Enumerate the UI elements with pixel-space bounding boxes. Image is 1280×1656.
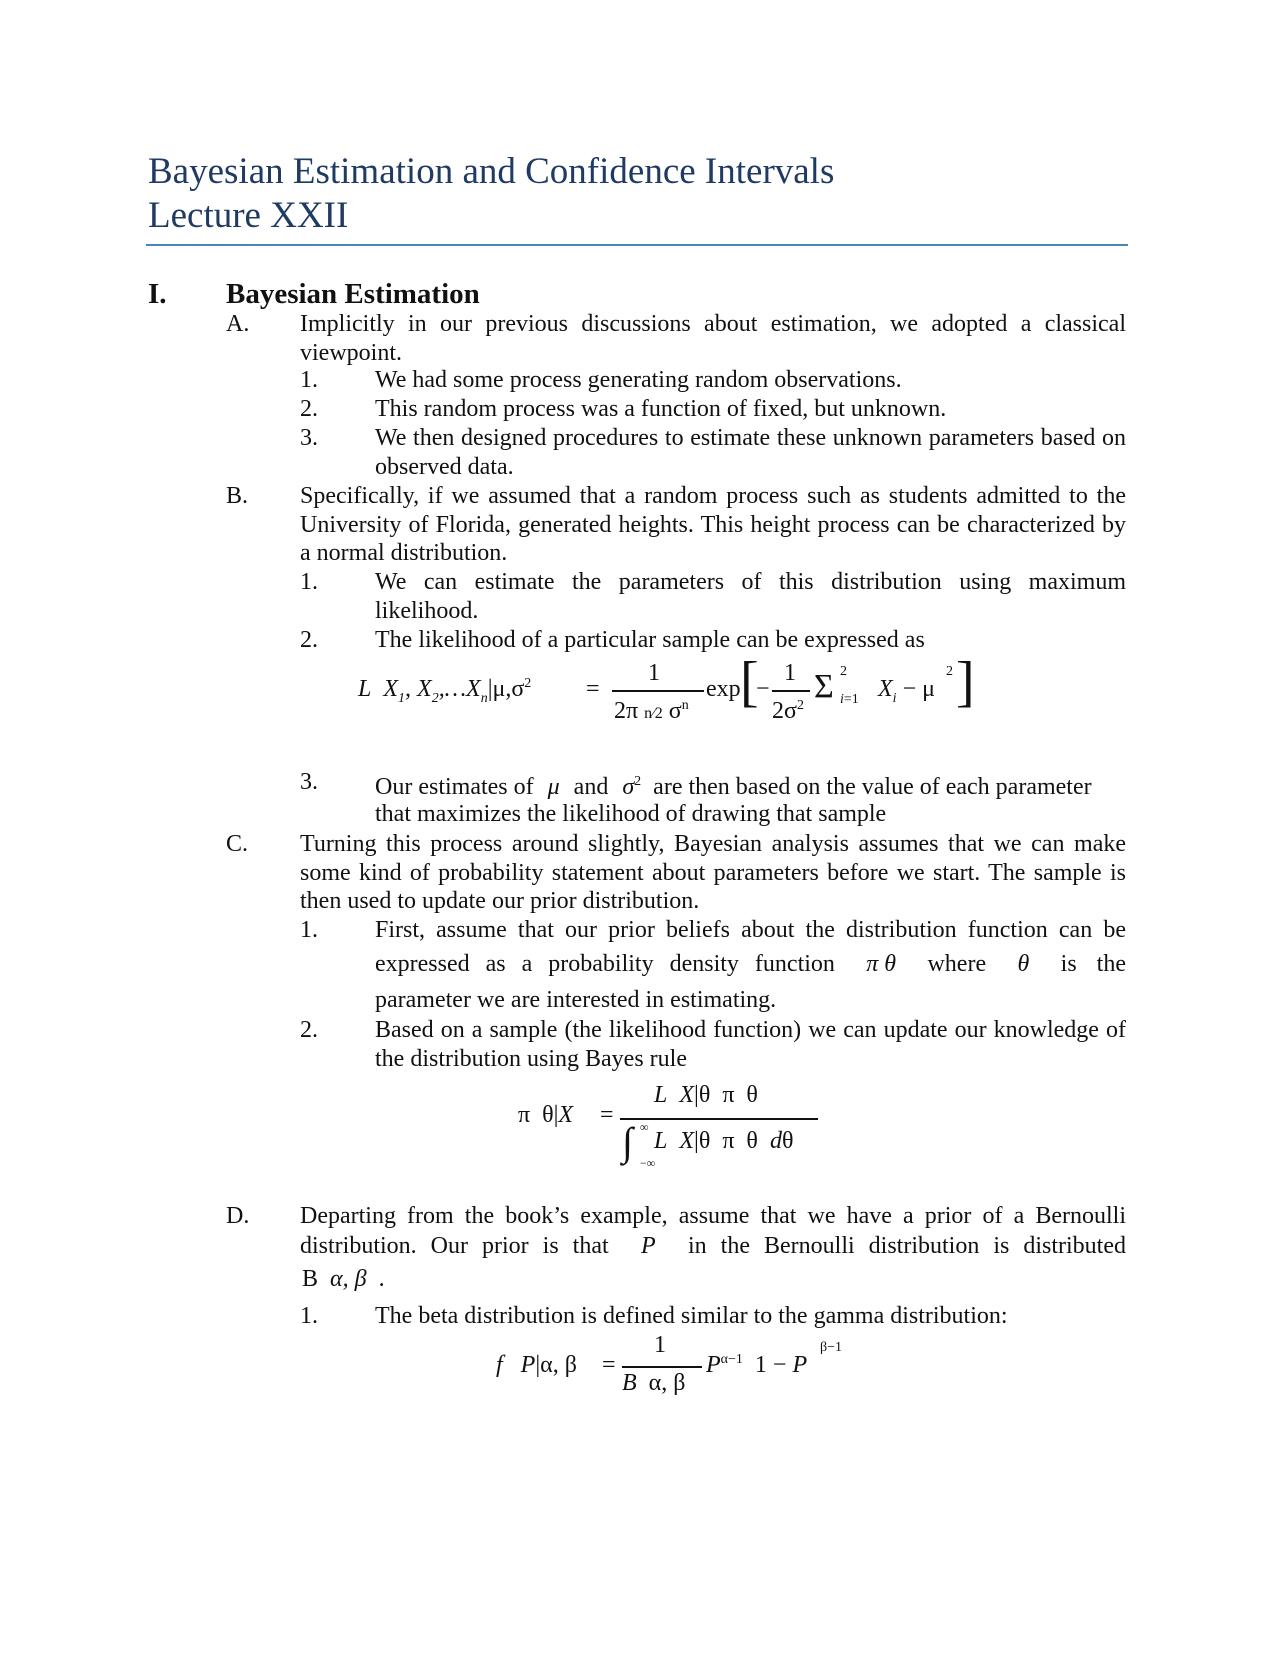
text-fragment: Our estimates of [375,774,534,800]
list-item: We had some process generating random observations. [375,367,902,393]
title-divider [146,244,1128,246]
prior-sentence [375,950,1126,978]
list-number: 1. [300,569,318,595]
text-fragment: expressed as a probability density function [375,951,835,977]
list-number: 1. [300,367,318,393]
text-fragment: where [927,951,987,977]
text-fragment: and [573,774,609,800]
title-line-2: Lecture XXII [148,195,349,236]
list-item: parameter we are interested in estimating. [375,987,777,1013]
list-number: 1. [300,1303,318,1329]
mu-symbol: μ [547,774,560,800]
paragraph-C: Turning this process around slightly, Bayesian analysis assumes that we can make some kind of probability statement about parameters before we start. The sample is then used to update our prior distribution. [300,831,1126,914]
item-label-C: C. [226,831,249,857]
theta-symbol: θ [1017,951,1030,977]
text-fragment: is the [1060,951,1126,977]
estimates-sentence: Our estimates of μ and $\sigma^2$ are then based on the value of each parameter [375,774,1092,800]
text-fragment: are then based on the value of each parameter [653,774,1092,800]
p-symbol: P [641,1233,656,1259]
document-page: Bayesian Estimation and Confidence Intervals Lecture XXII I. Bayesian Estimation A. Implicitly in our previous discussions about estimation, we adopted a classical viewpoint. 1. We had some process generating random observations. 2. This random process was a function of fixed, but unknown. 3. We then designed procedures to estimate these unknown parameters based on observed data. B. Specifically, if we assumed that a random process such as students admitted to the University of Florida, generated heights. This height process can be characterized by a normal distribution. 1. We can estimate the parameters of this distribution using maximum likelihood. 2. The likelihood of a particular sample can be expressed as L $X_1$, $X_2,\dots X_n|\mu,\sigma^2$ = 1 2π n⁄2 $\sigma^n$ exp [ − 1 $2\sigma^2$ Σ 2 i=1 $X_i - \mu$ 2 ] 3. Our estimates of μ and $\sigma^2$ are then based on the value of each parameter that maximizes the likelihood of drawing that sample C. Turning this process around slightly, Bayesian analysis assumes that we can make some kind of probability statement about parameters before we start. The sample is then used to update our prior distribution. 1. First, assume that our prior beliefs about the distribution function can be expressed as a probability density function π θ where θ is the parameter we are interested in estimating. 2. Based on a sample (the likelihood function) we can update our knowledge of the distribution using Bayes rule π θ|X = L X|θ π θ ∫ ∞ −∞ L X|θ π θ dθ D. Departing from the book’s example, assume that we have a prior of a Bernoulli distribution. Our prior is that P in the Bernoulli distribution is distributed B α, β . 1. The beta distribution is defined similar to the gamma distribution: f P|α, β = 1 B α, β $P^{\alpha-1}$ 1 − P β−1 [148,151,1126,1396]
beta-notation: B α, β . [302,1266,385,1292]
paragraph-D-line [300,1232,1126,1260]
paragraph-B: Specifically, if we assumed that a random process such as students admitted to the University of Florida, generated heights. This height process can be characterized by a normal distribution. [300,483,1126,566]
list-number: 1. [300,917,318,943]
list-item: The likelihood of a particular sample can be expressed as [375,627,925,653]
list-number: 3. [300,425,318,451]
list-item: We then designed procedures to estimate these unknown parameters based on observed data. [375,425,1126,480]
list-number: 3. [300,769,318,795]
text-fragment: in the Bernoulli distribution is distributed [688,1233,1126,1259]
title-line-1: Bayesian Estimation and Confidence Intervals [148,151,835,192]
item-label-B: B. [226,483,249,509]
list-number: 2. [300,1017,318,1043]
list-item: Based on a sample (the likelihood function) we can update our knowledge of the distribution using Bayes rule [375,1017,1126,1072]
list-item: We can estimate the parameters of this distribution using maximum likelihood. [375,569,1126,624]
list-item: This random process was a function of fixed, but unknown. [375,396,947,422]
item-label-D: D. [226,1203,250,1229]
prior-function: π θ [866,951,897,977]
paragraph-A: Implicitly in our previous discussions about estimation, we adopted a classical viewpoint. [300,311,1126,366]
document-title [148,150,834,238]
paragraph-D-line: Departing from the book’s example, assume that we have a prior of a Bernoulli [300,1203,1126,1229]
sigma-symbol: σ [622,774,635,800]
list-item: that maximizes the likelihood of drawing that sample [375,801,887,827]
item-label-A: A. [226,311,250,337]
text-fragment: distribution. Our prior is that [300,1233,609,1259]
section-number: I. [148,278,167,310]
section-heading: Bayesian Estimation [226,278,480,310]
list-number: 2. [300,627,318,653]
list-number: 2. [300,396,318,422]
list-item: The beta distribution is defined similar to the gamma distribution: [375,1303,1008,1329]
list-item: First, assume that our prior beliefs about the distribution function can be [375,917,1126,943]
